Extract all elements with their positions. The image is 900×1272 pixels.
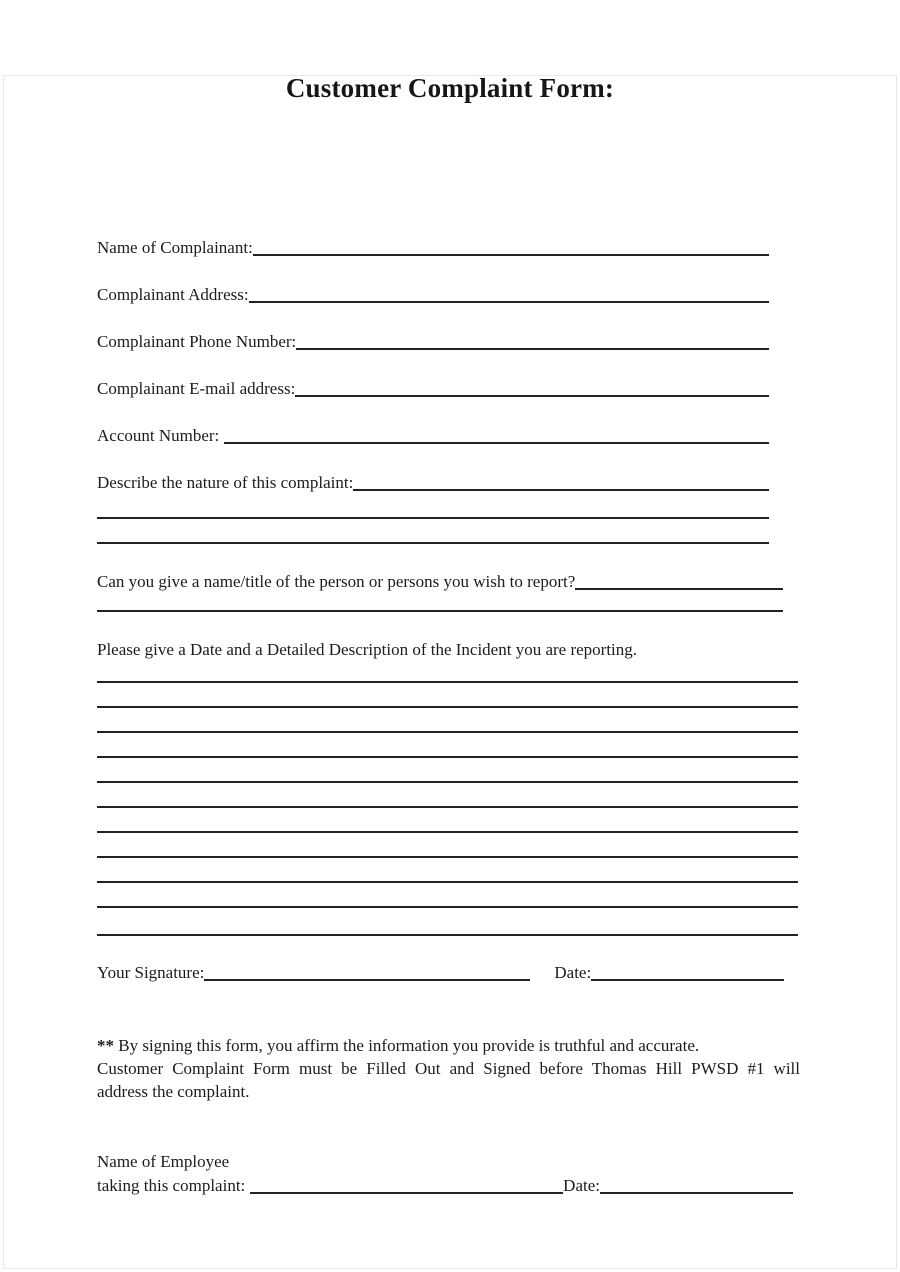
field-complainant-email [97,378,769,400]
blank-write-line [97,494,769,519]
blank-write-line [97,683,798,708]
employee-write-line [250,1192,564,1194]
blank-write-line [224,442,769,444]
date-write-line [591,979,784,981]
field-label: Complainant Address: [97,285,249,304]
field-complainant-address [97,284,769,306]
blank-write-line [97,733,798,758]
blank-write-line [295,395,769,397]
blank-write-line [97,783,798,808]
field-label: Complainant E-mail address: [97,379,296,398]
blank-write-line [253,254,769,256]
blank-write-line [97,833,798,858]
field-account-number [97,425,769,447]
date-label: Date: [554,963,592,982]
blank-write-line [575,588,783,590]
blank-write-line [97,593,783,612]
blank-write-line [97,708,798,733]
blank-write-line [97,808,798,833]
affirmation-line-2: Customer Complaint Form must be Filled Out and Signed before Thomas Hill PWSD #1 will [97,1059,800,1078]
signature-write-line [204,979,530,981]
blank-write-line [97,758,798,783]
blank-write-line [296,348,769,350]
asterisks-marker: ** [97,1036,114,1055]
date-label: Date: [563,1176,600,1195]
blank-write-line [97,519,769,544]
signature-label: Your Signature: [97,963,205,982]
employee-label-line-1: Name of Employee [97,1152,230,1171]
employee-label-line-2: taking this complaint: [97,1176,250,1195]
field-label: Account Number: [97,426,224,445]
blank-write-line [97,908,798,936]
employee-section [97,1149,800,1197]
signature-row [97,962,793,984]
affirmation-line-3: address the complaint. [97,1082,250,1101]
field-label: Complainant Phone Number: [97,332,297,351]
field-label: Name of Complainant: [97,238,253,257]
blank-write-line [97,858,798,883]
incident-description-lines [97,661,798,936]
field-person-to-report [97,571,783,593]
field-complainant-phone [97,331,769,353]
affirmation-note [97,1034,800,1103]
date-write-line [600,1192,793,1194]
field-label: Describe the nature of this complaint: [97,473,354,492]
blank-write-line [97,883,798,908]
affirmation-line-1: ** By signing this form, you affirm the information you provide is truthful and accurate. [97,1036,700,1055]
field-name-of-complainant [97,237,769,259]
field-label: Can you give a name/title of the person or persons you wish to report? [97,572,576,591]
blank-write-line [353,489,769,491]
blank-write-line [249,301,769,303]
incident-description-label: Please give a Date and a Detailed Description of the Incident you are reporting. [97,640,638,659]
field-complaint-nature [97,472,769,494]
employee-row [97,1175,793,1197]
blank-write-line [97,661,798,683]
contact-fields [97,237,800,447]
form-body [97,178,800,1197]
form-title: Customer Complaint Form: [285,73,615,103]
